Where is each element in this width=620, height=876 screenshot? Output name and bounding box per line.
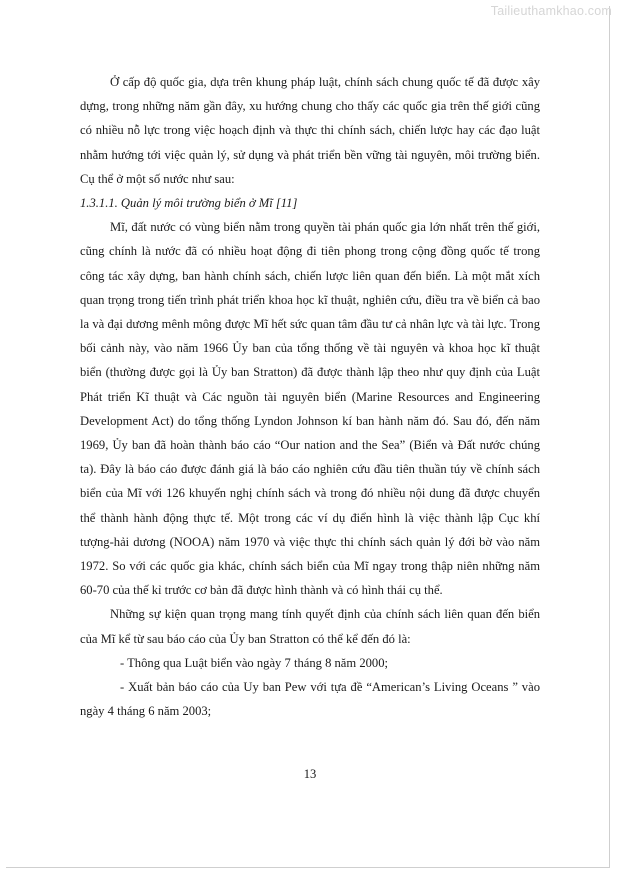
watermark: Tailieuthamkhao.com: [490, 4, 612, 18]
main-paragraph: Mĩ, đất nước có vùng biển nằm trong quyền tài phán quốc gia lớn nhất trên thế giới, cũng chính là nước đã có nhiều hoạt động đi tiên phong trong cộng đồng quốc tế trong công tác xây dựng, ban hành chính sách, chiến lược liên quan đến biển. Là một mắt xích quan trọng trong tiến trình phát triển khoa học kĩ thuật, nghiên cứu, điều tra về biển cả bao la và đại dương mênh mông được Mĩ hết sức quan tâm đầu tư cả nhân lực và tài lực. Trong bối cảnh này, vào năm 1966 Ủy ban của tổng thống về tài nguyên và khoa học kĩ thuật biển (thường được gọi là Ủy ban Stratton) đã được thành lập theo như quy định của Luật Phát triển Kĩ thuật và Các nguồn tài nguyên biển (Marine Resources and Engineering Development Act) do tổng thống Lyndon Johnson kí ban hành năm đó. Sau đó, đến năm 1969, Ủy ban đã hoàn thành báo cáo “Our nation and the Sea” (Biển và Đất nước chúng ta). Đây là báo cáo được đánh giá là báo cáo nghiên cứu đầu tiên thuần túy về chính sách biển của Mĩ với 126 khuyến nghị chính sách và trong đó nhiều nội dung đã được chuyển thể thành hành động thực tế. Một trong các ví dụ điển hình là việc thành lập Cục khí tượng-hải dương (NOOA) năm 1970 và việc thực thi chính sách quản lý đới bờ vào năm 1972. So với các quốc gia khác, chính sách biển của Mĩ ngay trong thập niên những năm 60-70 của thế kỉ trước cơ bản đã được hình thành và có hình thái cụ thể.: [80, 220, 540, 598]
intro-paragraph: Ở cấp độ quốc gia, dựa trên khung pháp luật, chính sách chung quốc tế đã được xây dựng, trong những năm gần đây, xu hướng chung cho thấy các quốc gia trên thế giới cũng có nhiều nỗ lực trong việc hoạch định và thực thi chính sách, chiến lược hay các đạo luật nhằm hướng tới việc quản lý, sử dụng và phát triển bền vững tài nguyên, môi trường biển. Cụ thể ở một số nước như sau:: [80, 75, 540, 186]
bullet-item-1: - Thông qua Luật biển vào ngày 7 tháng 8 năm 2000;: [120, 655, 389, 670]
bullet-item-2: - Xuất bản báo cáo của Uy ban Pew với tựa đề “American’s Living Oceans ” vào ngày 4 tháng 6 năm 2003;: [80, 680, 540, 719]
document-body: [80, 70, 540, 723]
page-number: 13: [303, 767, 317, 781]
section-heading: 1.3.1.1. Quản lý môi trường biển ở Mĩ [11]: [80, 196, 298, 211]
events-paragraph: Những sự kiện quan trọng mang tính quyết định của chính sách liên quan đến biển của Mĩ kể từ sau báo cáo của Ủy ban Stratton có thể kể đến đó là:: [80, 607, 540, 646]
